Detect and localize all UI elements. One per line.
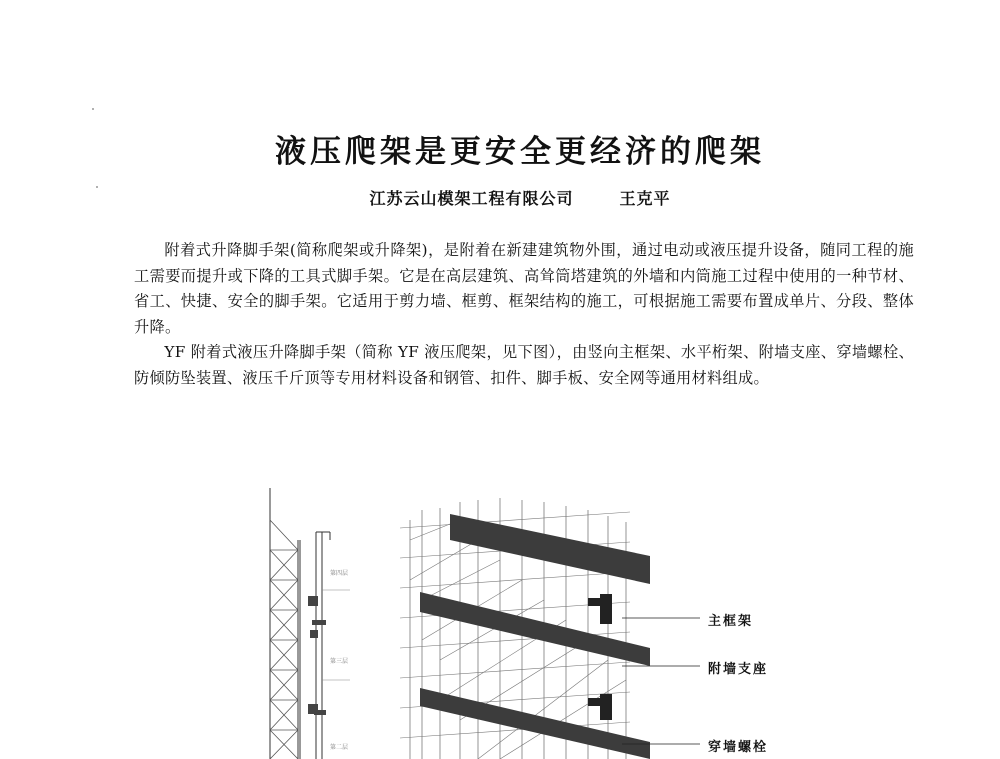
- callout-wall-bracket: 附墙支座: [708, 662, 769, 677]
- article-title: 液压爬架是更安全更经济的爬架: [275, 134, 765, 170]
- paragraph-2: YF 附着式液压升降脚手架（简称 YF 液压爬架，见下图），由竖向主框架、水平桁架、附墙支座、穿墙螺栓、防倾防坠装置、液压千斤顶等专用材料设备和钢管、扣件、脚手板、安全网等通用材料组成。: [134, 343, 914, 387]
- scaffold-figure: [260, 480, 820, 759]
- byline: [0, 186, 1000, 209]
- paragraph-1: 附着式升降脚手架(简称爬架或升降架)，是附着在新建建筑物外围，通过电动或液压提升设备，随同工程的施工需要而提升或下降的工具式脚手架。它是在高层建筑、高耸筒塔建筑的外墙和内筒施工过程中使用的一种节材、省工、快捷、安全的脚手架。它适用于剪力墙、框剪、框架结构的施工，可根据施工需要布置成单片、分段、整体升降。: [134, 241, 914, 336]
- floor-label-4: 第四层: [330, 570, 349, 577]
- article-body: [134, 238, 914, 391]
- scan-speck: [92, 108, 94, 110]
- callout-main-frame: 主框架: [708, 614, 754, 629]
- floor-label-2: 第二层: [330, 744, 349, 751]
- side-elevation-diagram: [260, 480, 350, 759]
- callout-through-wall-bolt: 穿墙螺栓: [708, 740, 769, 755]
- author-name: 王克平: [619, 189, 671, 208]
- company-name: 江苏云山模架工程有限公司: [369, 189, 574, 208]
- floor-label-3: 第三层: [330, 658, 349, 665]
